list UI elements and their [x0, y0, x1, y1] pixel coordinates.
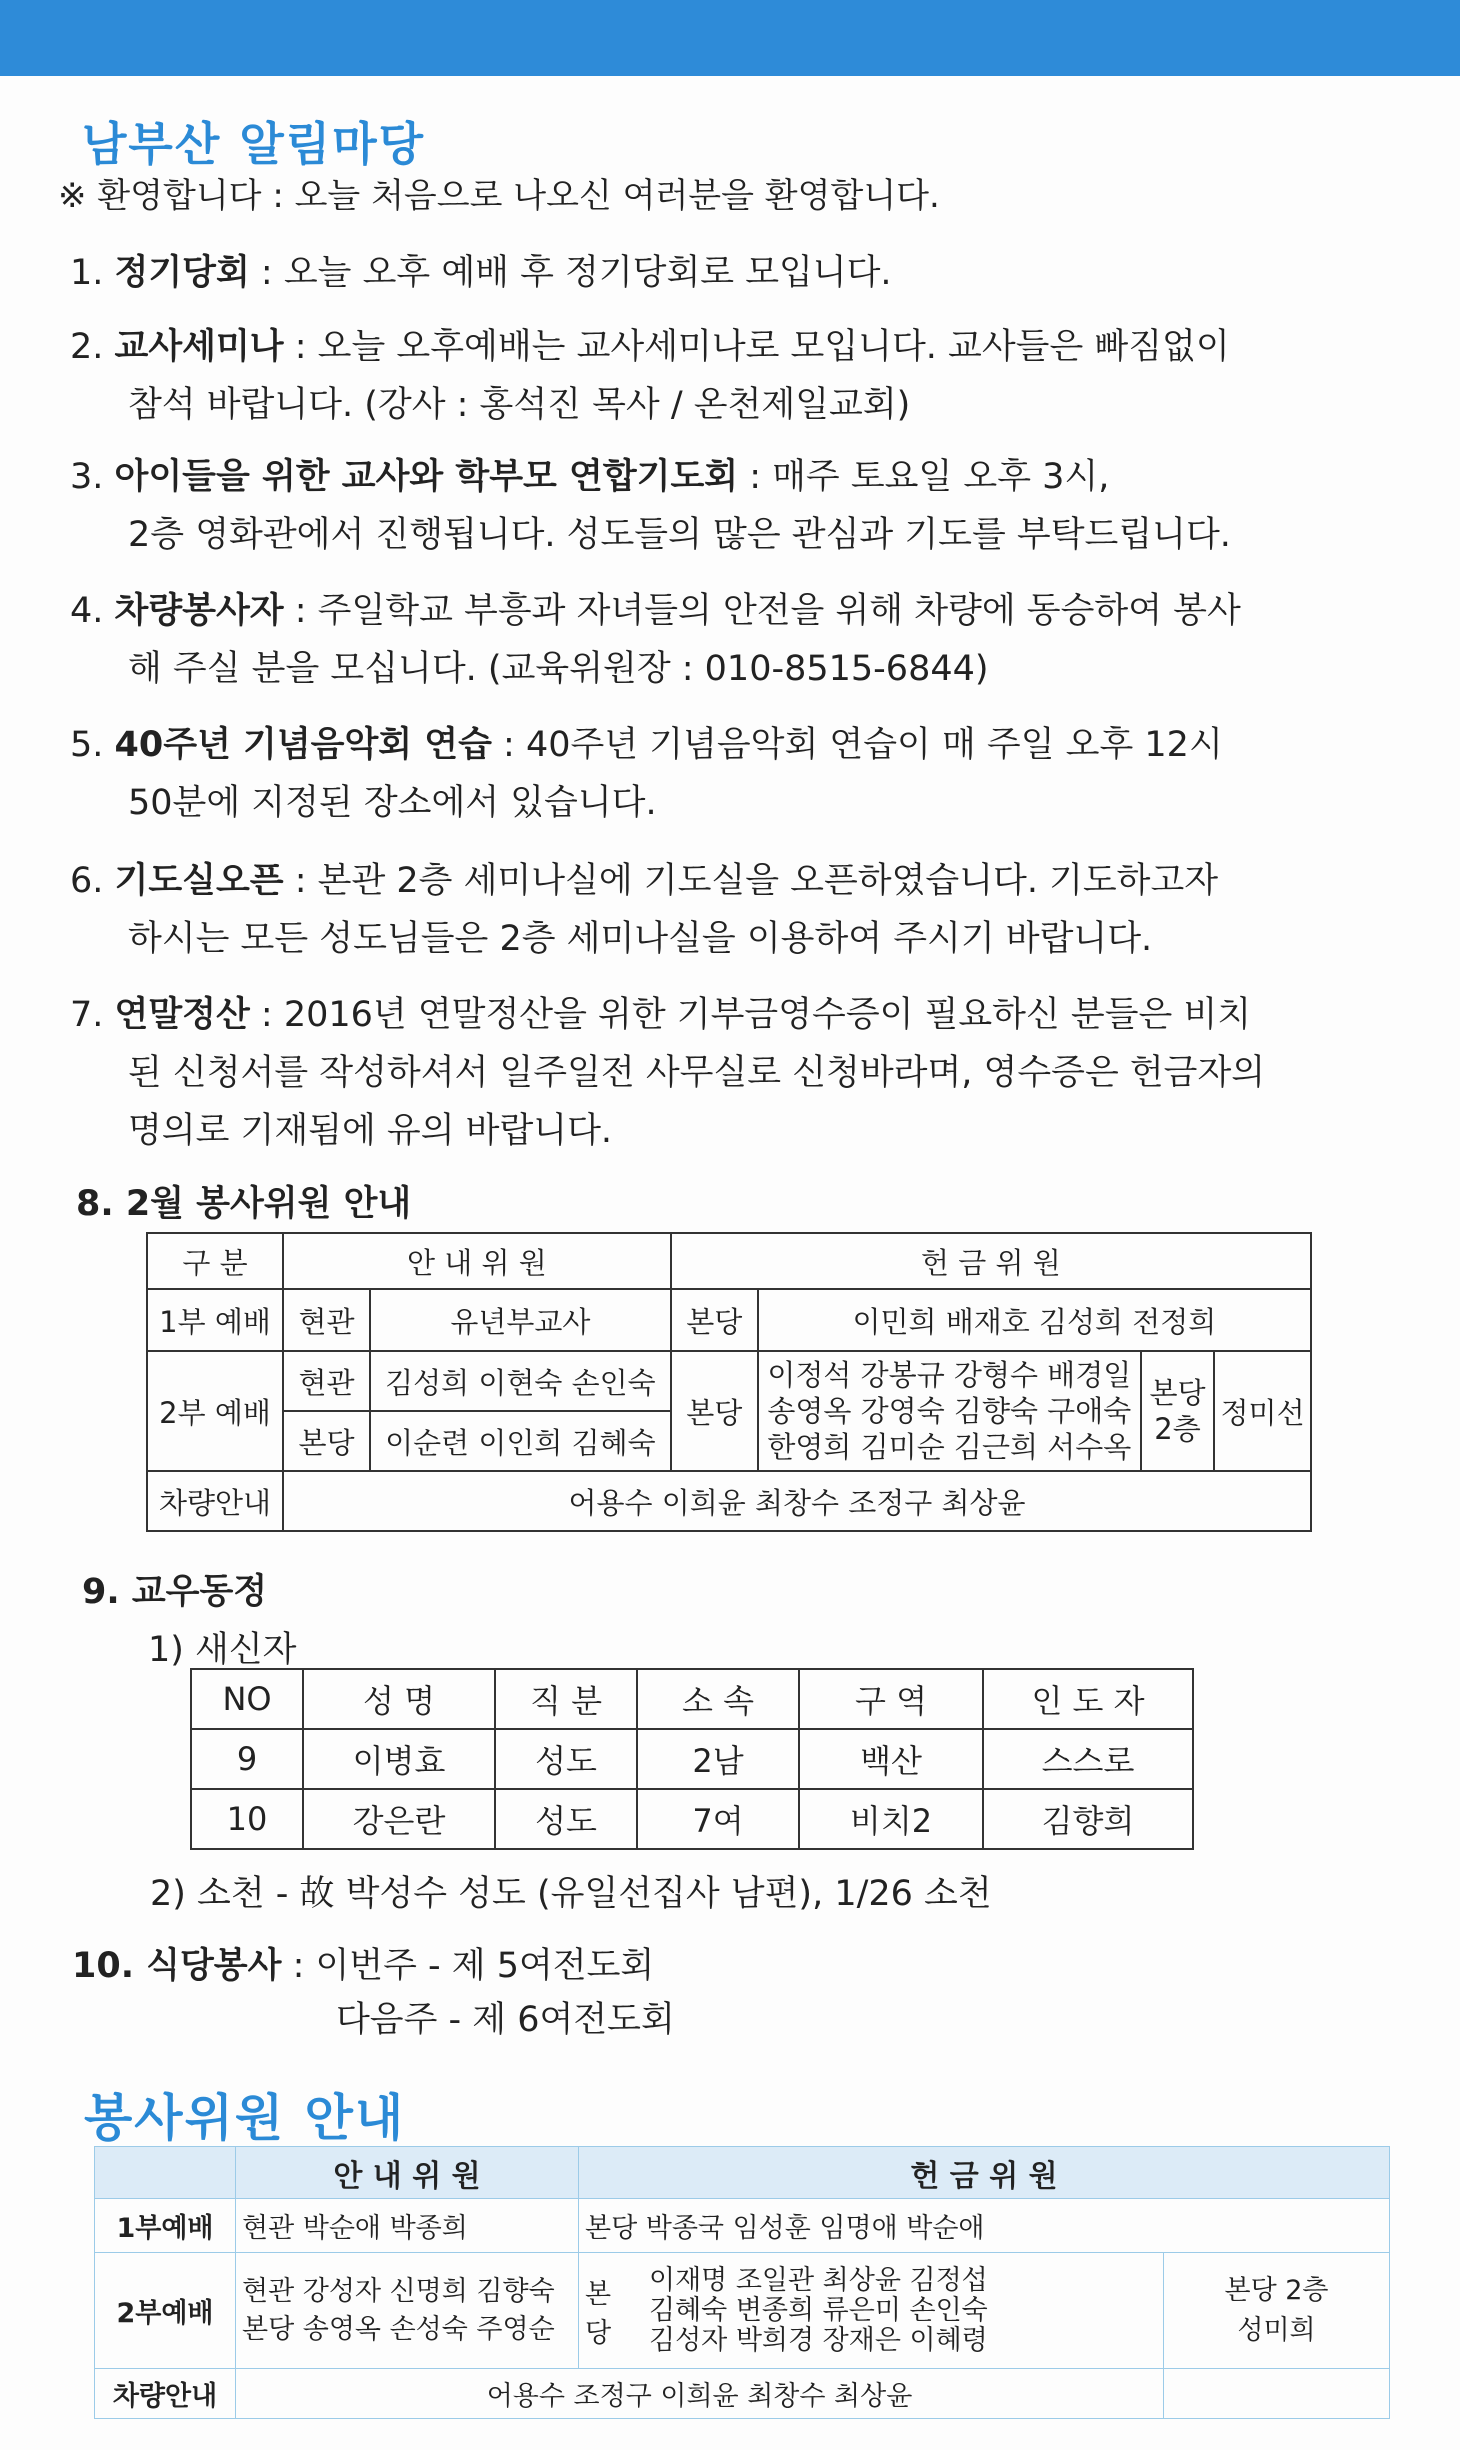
- cell: 강은란: [303, 1789, 495, 1849]
- names-cell: 정미선: [1214, 1351, 1311, 1471]
- page-title: 남부산 알림마당: [82, 117, 426, 171]
- header-cell: 성 명: [303, 1669, 495, 1729]
- header-cell: 직 분: [495, 1669, 637, 1729]
- names-cell: 어용수 이희윤 최창수 조정구 최상윤: [283, 1471, 1311, 1531]
- item-number: 5.: [70, 725, 104, 765]
- empty-cell: [1164, 2369, 1390, 2419]
- location-cell: 현관: [283, 1289, 370, 1351]
- item-heading: 40주년 기념음악회 연습: [114, 725, 492, 765]
- cell: 백산: [799, 1729, 983, 1789]
- item-text-cont: 하시는 모든 성도님들은 2층 세미나실을 이용하여 주시기 바랍니다.: [128, 919, 1153, 959]
- notice-item-7: [70, 986, 1265, 1160]
- row-label: 차량안내: [147, 1471, 283, 1531]
- item-number: 2.: [70, 327, 104, 367]
- cell: 10: [191, 1789, 303, 1849]
- names-line: 현관 강성자 신명희 김향숙: [242, 2275, 555, 2307]
- item-text-cont: 해 주실 분을 모십니다. (교육위원장 : 010-8515-6844): [128, 649, 989, 689]
- section-8-title: 8. 2월 봉사위원 안내: [76, 1184, 412, 1224]
- item-text: : 본관 2층 세미나실에 기도실을 오픈하였습니다. 기도하고자: [283, 861, 1219, 901]
- location-cell: 본당: [283, 1411, 370, 1471]
- cell: 2남: [637, 1729, 799, 1789]
- item-heading: 연말정산: [114, 995, 250, 1035]
- names-line: 한영희 김미순 김근희 서수옥: [767, 1430, 1132, 1464]
- row-label: 2부 예배: [147, 1351, 283, 1471]
- top-banner: [0, 0, 1460, 76]
- names-line: 이재명 조일관 최상윤 김정섭: [649, 2264, 988, 2296]
- header-cell: NO: [191, 1669, 303, 1729]
- names-cell: 어용수 조정구 이희윤 최창수 최상윤: [236, 2369, 1164, 2419]
- item-number: 6.: [70, 861, 104, 901]
- item-text: : 2016년 연말정산을 위한 기부금영수증이 필요하신 분들은 비치: [249, 995, 1252, 1035]
- floor-cell: [1164, 2253, 1390, 2369]
- names-cell: 김성희 이현숙 손인숙: [370, 1351, 671, 1411]
- names-line: 김혜숙 변종희 류은미 손인숙: [649, 2294, 988, 2326]
- cell: 비치2: [799, 1789, 983, 1849]
- row-label: 차량안내: [95, 2369, 236, 2419]
- cell: 김향희: [983, 1789, 1193, 1849]
- header-cell: [95, 2147, 236, 2199]
- names-cell: [643, 2253, 1164, 2369]
- header-cell: 안 내 위 원: [236, 2147, 579, 2199]
- section-10-line: 다음주 - 제 6여전도회: [336, 2000, 675, 2040]
- names-line: 본당 송영옥 손성숙 주영순: [242, 2313, 555, 2345]
- notice-item-4: [70, 582, 1241, 698]
- cell: 7여: [637, 1789, 799, 1849]
- notice-item-3: [70, 448, 1231, 564]
- location-cell: 현관: [283, 1351, 370, 1411]
- row-label: 1부예배: [95, 2199, 236, 2253]
- names-line: 성미희: [1237, 2314, 1316, 2346]
- notice-item-6: [70, 852, 1218, 968]
- item-text-cont: 50분에 지정된 장소에서 있습니다.: [128, 783, 657, 823]
- names-cell: 현관 박순애 박종희: [236, 2199, 579, 2253]
- item-number: 4.: [70, 591, 104, 631]
- notice-item-5: [70, 716, 1223, 832]
- item-text-cont: 된 신청서를 작성하셔서 일주일전 사무실로 신청바라며, 영수증은 헌금자의: [128, 1053, 1266, 1093]
- item-text: : 오늘 오후 예배 후 정기당회로 모입니다.: [249, 253, 892, 293]
- item-text: : 40주년 기념음악회 연습이 매 주일 오후 12시: [491, 725, 1223, 765]
- item-heading: 정기당회: [114, 253, 250, 293]
- cell: 이병효: [303, 1729, 495, 1789]
- cell: 9: [191, 1729, 303, 1789]
- item-number: 1.: [70, 253, 104, 293]
- header-cell: 구 분: [147, 1233, 283, 1289]
- names-cell: [758, 1351, 1141, 1471]
- item-text-cont: 2층 영화관에서 진행됩니다. 성도들의 많은 관심과 기도를 부탁드립니다.: [128, 515, 1231, 555]
- row-label: 2부예배: [95, 2253, 236, 2369]
- names-cell: 이민희 배재호 김성희 전정희: [758, 1289, 1311, 1351]
- names-line: 이정석 강봉규 강형수 배경일: [767, 1358, 1132, 1392]
- item-number: 3.: [70, 457, 104, 497]
- names-cell: 이순련 이인희 김혜숙: [370, 1411, 671, 1471]
- header-cell: 인 도 자: [983, 1669, 1193, 1729]
- volunteers-table: [94, 2146, 1390, 2419]
- header-cell: 헌 금 위 원: [671, 1233, 1311, 1289]
- item-text: : 오늘 오후예배는 교사세미나로 모입니다. 교사들은 빠짐없이: [283, 327, 1230, 367]
- new-members-table: [190, 1668, 1194, 1850]
- header-cell: 안 내 위 원: [283, 1233, 671, 1289]
- item-text-cont: 명의로 기재됨에 유의 바랍니다.: [128, 1111, 613, 1151]
- cell: 성도: [495, 1729, 637, 1789]
- location-cell: 본당: [579, 2253, 644, 2369]
- notice-item-1: [70, 244, 892, 302]
- item-text: : 매주 토요일 오후 3시,: [738, 457, 1110, 497]
- row-label: 1부 예배: [147, 1289, 283, 1351]
- section-10-line: : 이번주 - 제 5여전도회: [281, 1946, 655, 1986]
- section-9-title: 9. 교우동정: [82, 1572, 268, 1612]
- table-row: [191, 1729, 1193, 1789]
- volunteer-table-feb: [146, 1232, 1312, 1532]
- location-cell: 본당: [671, 1351, 758, 1471]
- names-line: 송영옥 강영숙 김향숙 구애숙: [767, 1394, 1132, 1428]
- header-cell: 구 역: [799, 1669, 983, 1729]
- names-cell: [236, 2253, 579, 2369]
- floor-label: 본당 2층: [1224, 2274, 1329, 2306]
- names-cell: 본당 박종국 임성훈 임명애 박순애: [579, 2199, 1390, 2253]
- new-members-subtitle: 1) 새신자: [148, 1630, 297, 1670]
- welcome-text: ※ 환영합니다 : 오늘 처음으로 나오신 여러분을 환영합니다.: [58, 176, 940, 216]
- item-heading: 교사세미나: [114, 327, 284, 367]
- header-cell: 헌 금 위 원: [579, 2147, 1390, 2199]
- cell: 스스로: [983, 1729, 1193, 1789]
- section-10-title: 10. 식당봉사: [72, 1946, 282, 1986]
- cell: 성도: [495, 1789, 637, 1849]
- table-row: [191, 1789, 1193, 1849]
- item-text: : 주일학교 부흥과 자녀들의 안전을 위해 차량에 동승하여 봉사: [283, 591, 1241, 631]
- notice-item-2: [70, 318, 1230, 434]
- item-text-cont: 참석 바랍니다. (강사 : 홍석진 목사 / 온천제일교회): [128, 385, 911, 425]
- names-cell: 유년부교사: [370, 1289, 671, 1351]
- item-heading: 차량봉사자: [114, 591, 284, 631]
- floor-cell: 본당 2층: [1141, 1351, 1214, 1471]
- volunteers-title: 봉사위원 안내: [84, 2089, 406, 2147]
- item-heading: 아이들을 위한 교사와 학부모 연합기도회: [114, 457, 739, 497]
- names-line: 김성자 박희경 장재은 이혜령: [649, 2324, 988, 2356]
- obituary-text: 2) 소천 - 故 박성수 성도 (유일선집사 남편), 1/26 소천: [150, 1874, 992, 1914]
- location-cell: 본당: [671, 1289, 758, 1351]
- section-10: [72, 1938, 654, 1988]
- item-number: 7.: [70, 995, 104, 1035]
- item-heading: 기도실오픈: [114, 861, 284, 901]
- header-cell: 소 속: [637, 1669, 799, 1729]
